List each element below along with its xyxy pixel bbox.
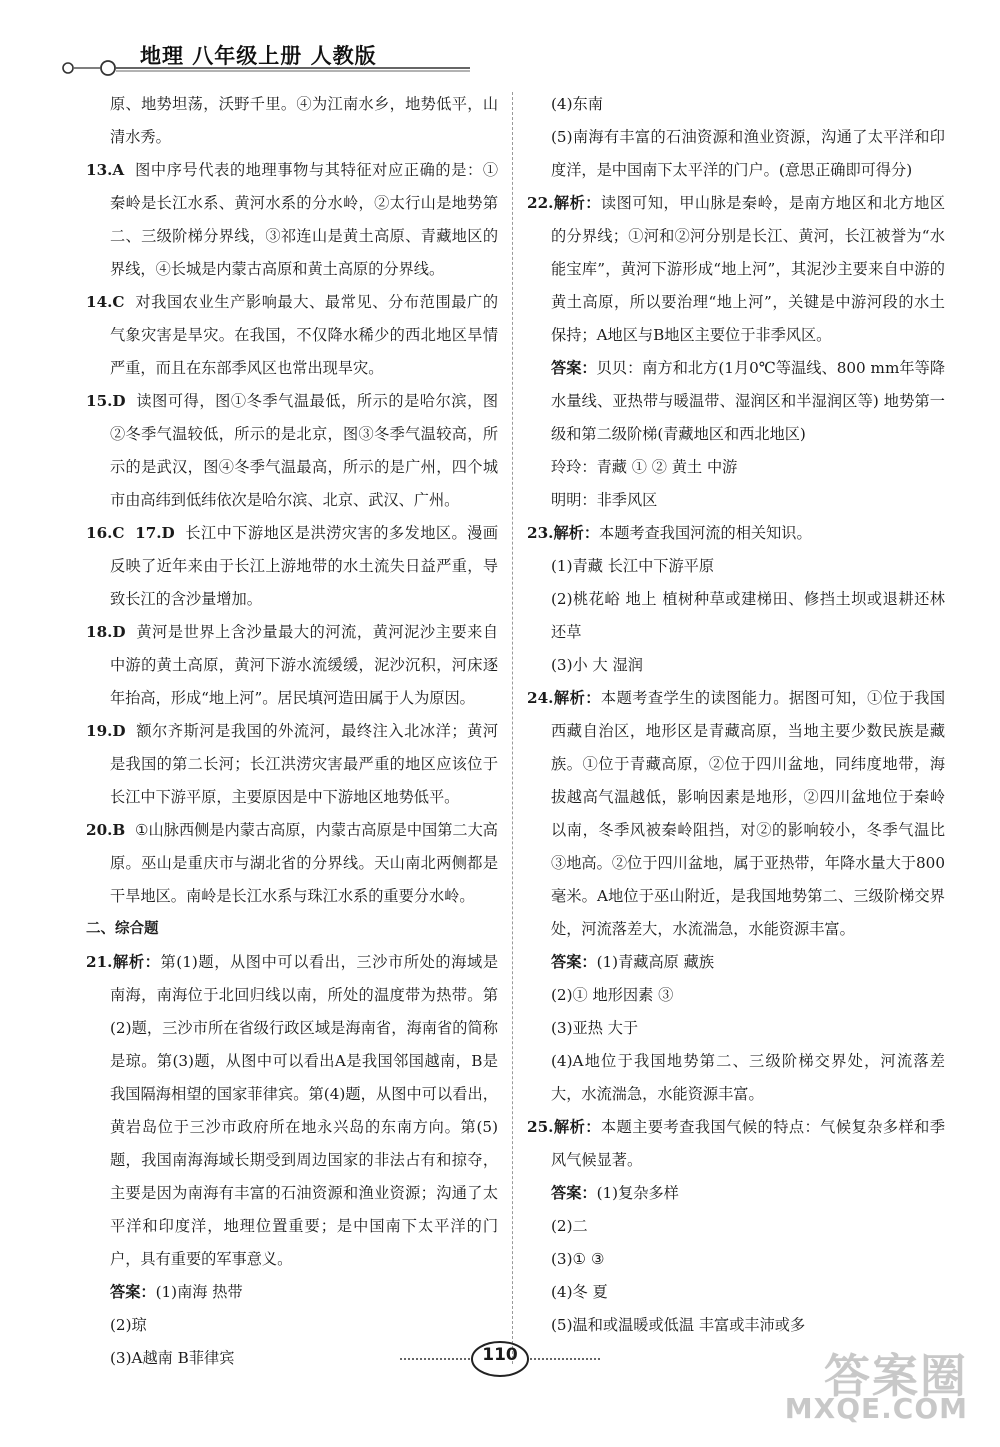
q22-answer-text: 贝贝：南方和北方(1月0℃等温线、800 mm年等降水量线、亚热带与暖温带、湿润区和半湿润区等) 地势第一级和第二级阶梯(青藏地区和西北地区) — [551, 359, 946, 443]
section-heading: 二、综合题 — [86, 921, 159, 937]
q13 — [86, 154, 498, 286]
q22-number: 22. — [527, 194, 554, 212]
q23-text: 本题考查我国河流的相关知识。 — [599, 524, 812, 542]
page-number: 110 — [482, 1345, 518, 1365]
q21-analysis-label: 解析： — [112, 953, 161, 971]
page-footer — [400, 1335, 600, 1385]
q18-number: 18.D — [86, 623, 126, 641]
q16-17 — [86, 517, 498, 616]
q13-number: 13.A — [86, 161, 125, 179]
q25-answer-3: (3)① ③ — [551, 1250, 605, 1268]
q22-analysis-label: 解析： — [553, 194, 601, 212]
q21-answer-2: (2)琼 — [110, 1316, 147, 1334]
q16-17-text: 长江中下游地区是洪涝灾害的多发地区。漫画反映了近年来由于长江上游地带的水土流失日益严重，导致长江的含沙量增加。 — [110, 524, 499, 608]
q21-answer-3: (3)A越南 B菲律宾 — [110, 1349, 235, 1367]
q24-answer-4: (4)A地位于我国地势第二、三级阶梯交界处，河流落差大，水流湍急，水能资源丰富。 — [551, 1052, 945, 1103]
watermark-domain: MXQE.COM — [784, 1392, 968, 1425]
q21-answer-5: (5)南海有丰富的石油资源和渔业资源，沟通了太平洋和印度洋，是中国南下太平洋的门户。(意思正确即可得分) — [551, 128, 945, 179]
page-header — [60, 34, 470, 84]
q22-answer-lingling: 玲玲：青藏 ① ② 黄土 中游 — [551, 458, 738, 476]
q24-number: 24. — [527, 689, 554, 707]
q14-text: 对我国农业生产影响最大、最常见、分布范围最广的气象灾害是旱灾。在我国，不仅降水稀少的西北地区旱情严重，而且在东部季风区也常出现旱灾。 — [110, 293, 499, 377]
q19-text: 额尔齐斯河是我国的外流河，最终注入北冰洋；黄河是我国的第二长河；长江洪涝灾害最严重的地区应该位于长江中下游平原，主要原因是中下游地区地势低平。 — [110, 722, 499, 806]
q19 — [86, 715, 498, 814]
q15-text: 读图可得，图①冬季气温最低，所示的是哈尔滨，图②冬季气温较低，所示的是北京，图③冬季气温较高，所示的是武汉，图④冬季气温最高，所示的是广州，四个城市由高纬到低纬依次是哈尔滨、北京、武汉、广州。 — [110, 392, 499, 509]
q23-analysis-label: 解析： — [553, 524, 599, 542]
q22-answer — [527, 352, 945, 451]
q20-text: ①山脉西侧是内蒙古高原，内蒙古高原是中国第二大高原。巫山是重庆市与湖北省的分界线。天山南北两侧都是干旱地区。南岭是长江水系与珠江水系的重要分水岭。 — [110, 821, 498, 905]
q13-text: 图中序号代表的地理事物与其特征对应正确的是：①秦岭是长江水系、黄河水系的分水岭，②太行山是地势第二、三级阶梯分界线，③祁连山是黄土高原、青藏地区的界线，④长城是内蒙古高原和黄土高原的分界线。 — [110, 161, 498, 278]
q21-answer — [86, 1276, 498, 1309]
q21-answer-4: (4)东南 — [551, 95, 603, 113]
q24-answer-3: (3)亚热 大于 — [551, 1019, 639, 1037]
q20 — [86, 814, 498, 913]
q25-answer-label: 答案： — [551, 1184, 597, 1202]
q24-text: 本题考查学生的读图能力。据图可知，①位于我国西藏自治区，地形区是青藏高原，当地主要少数民族是藏族。①位于青藏高原，②位于四川盆地，同纬度地带，海拔越高气温越低，影响因素是地形，②四川盆地位于秦岭以南，冬季风被秦岭阻挡，对②的影响较小，冬季气温比③地高。②位于四川盆地，属于亚热带，年降水量大于800毫米。A地位于巫山附近，是我国地势第二、三级阶梯交界处，河流落差大，水流湍急，水能资源丰富。 — [551, 689, 946, 938]
q25 — [527, 1111, 945, 1177]
q23 — [527, 517, 945, 550]
q22 — [527, 187, 945, 352]
q24-answer-2: (2)① 地形因素 ③ — [551, 986, 674, 1004]
q21 — [86, 946, 498, 1276]
q23-answer-3: (3)小 大 湿润 — [551, 656, 643, 674]
q15 — [86, 385, 498, 517]
q12-continuation: 原、地势坦荡，沃野千里。④为江南水乡，地势低平，山清水秀。 — [110, 95, 498, 146]
q25-answer-5: (5)温和或温暖或低温 丰富或丰沛或多 — [551, 1316, 806, 1334]
watermark-logo — [780, 1340, 980, 1430]
header-title: 地理 八年级上册 人教版 — [140, 44, 377, 68]
q19-number: 19.D — [86, 722, 126, 740]
q23-answer-1: (1)青藏 长江中下游平原 — [551, 557, 715, 575]
q25-answer-4: (4)冬 夏 — [551, 1283, 608, 1301]
q21-text: 第(1)题，从图中可以看出，三沙市所处的海域是南海，南海位于北回归线以南，所处的温度带为热带。第(2)题，三沙市所在省级行政区域是海南省，海南省的简称是琼。第(3)题，从图中可以看出A是我国邻国越南，B是我国隔海相望的国家菲律宾。第(4)题，从图中可以看出，黄岩岛位于三沙市政府所在地永兴岛的东南方向。第(5)题，我国南海海域长期受到周边国家的非法占有和掠夺，主要是因为南海有丰富的石油资源和渔业资源；沟通了太平洋和印度洋，地理位置重要；是中国南下太平洋的门户，具有重要的军事意义。 — [110, 953, 499, 1268]
q18 — [86, 616, 498, 715]
watermark-text: 答案圈 — [824, 1349, 968, 1403]
q20-number: 20.B — [86, 821, 126, 839]
q22-answer-mingming: 明明：非季风区 — [551, 491, 658, 509]
q21-answer-1: (1)南海 热带 — [155, 1283, 243, 1301]
q25-text: 本题主要考查我国气候的特点：气候复杂多样和季风气候显著。 — [551, 1118, 946, 1169]
q24-analysis-label: 解析： — [553, 689, 601, 707]
q25-answer-2: (2)二 — [551, 1217, 588, 1235]
q17-number: 17.D — [135, 524, 175, 542]
q23-number: 23. — [527, 524, 554, 542]
q23-answer-2: (2)桃花峪 地上 植树种草或建梯田、修挡土坝或退耕还林还草 — [551, 590, 945, 641]
q15-number: 15.D — [86, 392, 126, 410]
column-divider — [512, 92, 513, 1364]
q25-answer-1: (1)复杂多样 — [596, 1184, 679, 1202]
q21-number: 21. — [86, 953, 113, 971]
q24-answer — [527, 946, 945, 979]
q16-number: 16.C — [86, 524, 125, 542]
q24-answer-label: 答案： — [551, 953, 597, 971]
q22-text: 读图可知，甲山脉是秦岭，是南方地区和北方地区的分界线；①河和②河分别是长江、黄河，长江被誉为“水能宝库”，黄河下游形成“地上河”，其泥沙主要来自中游的黄土高原，所以要治理“地上河”，关键是中游河段的水土保持；A地区与B地区主要位于非季风区。 — [551, 194, 946, 344]
q25-analysis-label: 解析： — [553, 1118, 601, 1136]
q25-answer — [527, 1177, 945, 1210]
q24-answer-1: (1)青藏高原 藏族 — [596, 953, 715, 971]
q25-number: 25. — [527, 1118, 554, 1136]
q14-number: 14.C — [86, 293, 125, 311]
q22-answer-label: 答案： — [551, 359, 597, 377]
right-column — [527, 88, 945, 1342]
q24 — [527, 682, 945, 946]
q18-text: 黄河是世界上含沙量最大的河流，黄河泥沙主要来自中游的黄土高原，黄河下游水流缓缓，泥沙沉积，河床逐年抬高，形成“地上河”。居民填河造田属于人为原因。 — [110, 623, 499, 707]
left-column — [86, 88, 498, 1375]
q21-answer-label: 答案： — [110, 1283, 156, 1301]
q14 — [86, 286, 498, 385]
